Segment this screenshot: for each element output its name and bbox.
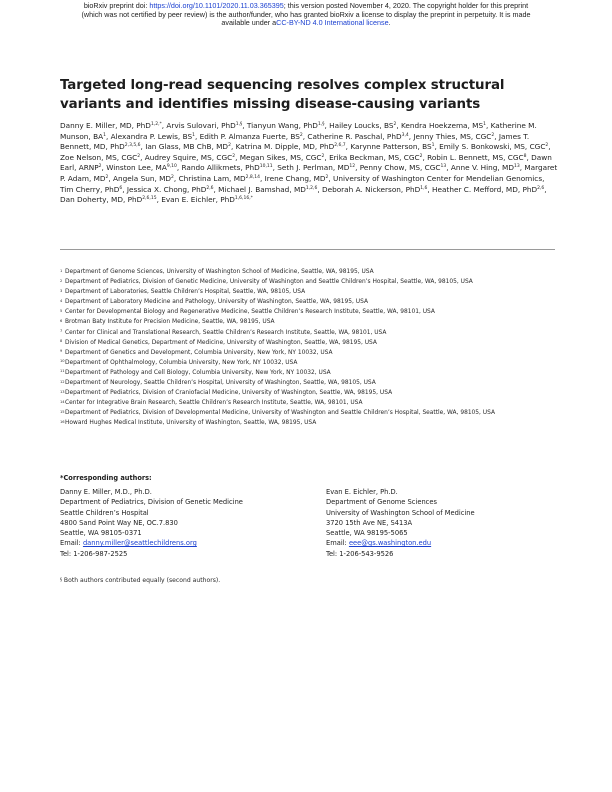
author (322, 185, 427, 194)
banner-line-3 (0, 19, 612, 28)
banner-prefix: bioRxiv preprint doi: (83, 1, 150, 10)
author (329, 121, 396, 130)
corr-right-line: Department of Genome Sciences (326, 498, 437, 507)
author-name: Erika Beckman, MS, CGC (329, 152, 420, 162)
author-affiliation-marker: 2,6 (206, 185, 214, 191)
corresponding-heading: *Corresponding authors: (60, 474, 152, 482)
author (145, 153, 235, 162)
author (350, 142, 434, 151)
paper-title: Targeted long-read sequencing resolves complex structural variants and identifies missing disease-causing variants (60, 78, 505, 112)
banner-suffix: ; this version posted November 4, 2020. The copyright holder for this preprint (283, 1, 529, 10)
author (265, 174, 329, 183)
author-affiliation-marker: 1 (431, 143, 435, 149)
affiliation-text: Department of Pediatrics, Division of Developmental Medicine, University of Washington and Seattle Children’s Hospital, Seattle, WA, 98105, USA (65, 410, 495, 417)
author-name: Kendra Hoekzema, MS (401, 121, 484, 130)
affiliation-text: Department of Pathology and Cell Biology, Columbia University, New York, NY 10032, USA (65, 369, 331, 376)
affiliation-item (60, 338, 555, 348)
section-divider (60, 249, 555, 250)
affiliation-item (60, 368, 555, 378)
affiliation-number: 13 (60, 389, 65, 394)
author-affiliation-marker: 13 (440, 164, 447, 170)
affiliation-text: Division of Medical Genetics, Department of Medicine, University of Washington, Seattle, WA, 98195, USA (65, 339, 377, 346)
affiliation-number: 2 (60, 278, 63, 283)
affiliation-item (60, 398, 555, 408)
affiliation-item (60, 307, 555, 317)
affiliation-item (60, 267, 555, 277)
author-name: Dawn Earl, ARNP (60, 152, 552, 173)
author-affiliation-marker: 1 (192, 132, 195, 138)
preprint-banner (0, 2, 612, 28)
author-affiliation-marker: 3,4 (401, 132, 409, 138)
author-name: Audrey Squire, MS, CGC (144, 152, 233, 162)
author-affiliation-marker: 1,6,16,* (234, 196, 253, 202)
author-affiliation-marker: 2 (105, 174, 109, 180)
author-name: Hailey Loucks, BS (329, 121, 394, 130)
affiliation-item (60, 408, 555, 418)
affiliation-item (60, 328, 555, 338)
author-name: Edith P. Almanza Fuerte, BS (199, 131, 300, 141)
author (413, 132, 494, 141)
corr-right-line: Evan E. Eichler, Ph.D. (326, 488, 398, 496)
author (307, 132, 408, 141)
banner-license-prefix: available under a (221, 18, 277, 28)
author (60, 185, 122, 194)
author-name: Alexandra P. Lewis, BS (110, 131, 193, 141)
author (277, 163, 355, 172)
author-name: Seth J. Perlman, MD (277, 163, 350, 173)
affiliation-text: Department of Laboratories, Seattle Children’s Hospital, Seattle, WA, 98105, USA (65, 289, 306, 296)
affiliation-text: Center for Integrative Brain Research, Seattle Children’s Research Institute, Seattle, WA, 98101, USA (65, 400, 363, 407)
author-affiliation-marker: 1,6 (420, 185, 428, 191)
affiliation-text: Department of Ophthalmology, Columbia University, New York, NY 10032, USA (65, 359, 298, 366)
author (218, 185, 317, 194)
author-affiliation-marker: 2 (321, 153, 325, 159)
author-name: Katrina M. Dipple, MD, PhD (235, 142, 335, 152)
author-affiliation-marker: 6 (119, 185, 123, 191)
author-name: Catherine R. Paschal, PhD (307, 131, 402, 141)
author-affiliation-marker: 1,§ (317, 122, 325, 127)
author (111, 132, 195, 141)
affiliation-number: 4 (60, 298, 63, 303)
author (432, 185, 544, 194)
affiliation-number: 16 (60, 419, 65, 424)
author-affiliation-marker: 2 (232, 153, 236, 159)
affiliation-list (60, 267, 555, 429)
author-name: Jenny Thies, MS, CGC (413, 131, 492, 141)
affiliation-number: 12 (60, 379, 65, 384)
author (439, 142, 548, 151)
affiliation-text: Department of Pediatrics, Division of Craniofacial Medicine, University of Washington, Seattle, WA, 98195, USA (65, 390, 393, 397)
author-affiliation-marker: 1 (483, 122, 486, 127)
author (166, 121, 242, 130)
corr-right-line: 3720 15th Ave NE, S413A (326, 518, 413, 527)
author-name: Heather C. Mefford, MD, PhD (432, 184, 538, 194)
author-name: Penny Chow, MS, CGC (359, 163, 441, 173)
section-mark: § (60, 577, 62, 582)
email-link-eichler[interactable]: eee@gs.washington.edu (348, 539, 432, 548)
author (161, 195, 253, 204)
author (200, 132, 303, 141)
author-name: Karynne Patterson, BS (350, 142, 432, 152)
author (106, 163, 177, 172)
corresponding-author-left (60, 487, 300, 559)
author-affiliation-marker: 2 (228, 143, 231, 149)
corr-left-line: 4800 Sand Point Way NE, OC.7.830 (60, 518, 178, 527)
affiliation-item (60, 317, 555, 327)
author-name: Emily S. Bonkowski, MS, CGC (439, 142, 546, 152)
footnote-text: Both authors contributed equally (second authors). (62, 577, 221, 584)
affiliation-text: Center for Clinical and Translational Research, Seattle Children’s Research Institute, Seattle, WA, 98101, USA (65, 329, 387, 336)
author (179, 174, 260, 183)
corr-left-line: Department of Pediatrics, Division of Genetic Medicine (60, 498, 243, 507)
author (247, 121, 325, 130)
affiliation-text: Center for Developmental Biology and Regenerative Medicine, Seattle Children’s Research Institute, Seattle, WA, 98101, USA (65, 309, 435, 316)
author-affiliation-marker: 2 (98, 164, 102, 170)
email-link-miller[interactable]: danny.miller@seattlechildrens.org (82, 539, 197, 548)
affiliation-number: 15 (60, 409, 65, 414)
corr-right-email-row (326, 538, 566, 548)
affiliation-number: 1 (60, 268, 63, 273)
corr-left-line: Danny E. Miller, M.D., Ph.D. (60, 488, 152, 496)
affiliation-item (60, 358, 555, 368)
author-name: Christina Lam, MD (178, 173, 246, 183)
author (113, 174, 174, 183)
author (427, 153, 526, 162)
affiliation-item (60, 287, 555, 297)
author-affiliation-marker: 2 (171, 174, 174, 180)
affiliation-number: 5 (60, 308, 63, 313)
author-affiliation-marker: 1,§ (235, 122, 243, 127)
corr-left-line: Seattle, WA 98105-0371 (60, 529, 142, 538)
author-affiliation-marker: 9,10 (166, 164, 177, 170)
author-affiliation-marker: 2 (137, 153, 141, 159)
affiliation-text: Department of Neurology, Seattle Children’s Hospital, University of Washington, Seattle, WA, 98105, USA (65, 380, 376, 387)
corresponding-author-right (326, 487, 566, 559)
email-label: Email: (60, 539, 83, 548)
affiliation-text: Department of Pediatrics, Division of Genetic Medicine, University of Washington and Seattle Children’s Hospital, Seattle, WA, 98105, USA (65, 279, 473, 286)
author-name: Angela Sun, MD (113, 173, 172, 183)
corr-right-tel: Tel: 1-206-543-9526 (326, 549, 394, 558)
author (236, 142, 346, 151)
author-name: Michael J. Bamshad, MD (218, 184, 306, 194)
affiliation-text: Department of Laboratory Medicine and Pathology, University of Washington, Seattle, WA, 98195, USA (65, 299, 368, 306)
author-name: Arvis Sulovari, PhD (166, 121, 236, 130)
email-label: Email: (326, 539, 349, 548)
author-affiliation-marker: 2 (545, 143, 549, 149)
author-affiliation-marker: 12 (349, 164, 356, 170)
author-name: Tim Cherry, PhD (60, 184, 120, 194)
author-name: Irene Chang, MD (264, 173, 326, 183)
author-name: Anne V. Hing, MD (450, 163, 514, 173)
affiliation-item (60, 297, 555, 307)
author-name: Jessica X. Chong, PhD (126, 184, 207, 194)
affiliation-item (60, 348, 555, 358)
author-name: Dan Doherty, MD, PhD (60, 195, 143, 205)
author-name: Ian Glass, MB ChB, MD (145, 142, 229, 152)
author-name: Tianyun Wang, PhD (246, 121, 318, 130)
author-affiliation-marker: 2 (299, 132, 303, 138)
license-link[interactable]: CC-BY-ND 4.0 International license (276, 18, 389, 28)
author-name: Katherine M. Munson, BA (60, 121, 537, 141)
author (360, 163, 446, 172)
author-name: Danny E. Miller, MD, PhD (60, 121, 151, 130)
author-name: Evan E. Eichler, PhD (161, 195, 235, 205)
affiliation-item (60, 388, 555, 398)
author-affiliation-marker: 1 (103, 132, 106, 138)
author-name: Winston Lee, MA (106, 163, 167, 173)
author-name: University of Washington Center for Mendelian Genomics (333, 173, 543, 183)
affiliation-number: 9 (60, 349, 63, 354)
doi-link[interactable]: https://doi.org/10.1101/2020.11.03.365395 (149, 1, 284, 10)
author (145, 142, 231, 151)
author (329, 153, 422, 162)
author-affiliation-marker: 2,6 (537, 185, 545, 191)
author (181, 163, 272, 172)
author-name: Margaret P. Adam, MD (60, 163, 558, 183)
affiliation-number: 3 (60, 288, 63, 293)
author-affiliation-marker: 2 (491, 132, 495, 138)
author (127, 185, 214, 194)
corr-right-line: University of Washington School of Medicine (326, 508, 475, 517)
author-affiliation-marker: 1,2,* (150, 122, 162, 127)
author-name: Rando Allikmets, PhD (181, 163, 260, 173)
author-affiliation-marker: 8 (523, 153, 527, 159)
author-affiliation-marker: 10,11 (259, 164, 273, 170)
author (60, 121, 162, 130)
author-affiliation-marker: 2,6,7 (334, 143, 346, 149)
author-name: Deborah A. Nickerson, PhD (321, 184, 421, 194)
author-affiliation-marker: 2 (419, 153, 423, 159)
author (333, 174, 542, 183)
author-affiliation-marker: 2,6,15 (142, 196, 157, 202)
author-name: James T. Bennett, MD, PhD (60, 131, 530, 152)
banner-license-suffix: . (388, 18, 391, 28)
author-affiliation-marker: 2 (325, 174, 329, 180)
affiliation-text: Brotman Baty Institute for Precision Medicine, Seattle, WA, 98195, USA (65, 319, 275, 326)
author (451, 163, 520, 172)
affiliation-number: 7 (60, 329, 63, 334)
author-name: Robin L. Bennett, MS, CGC (427, 152, 524, 162)
author (401, 121, 486, 130)
author-affiliation-marker: 1,2,6 (305, 185, 318, 191)
corr-left-email-row (60, 538, 300, 548)
banner-line-2: (which was not certified by peer review) is the author/funder, who has granted bioRxiv a license to display the preprint in perpetuity. It is made (81, 9, 531, 19)
affiliation-text: Howard Hughes Medical Institute, University of Washington, Seattle, WA, 98195, USA (65, 420, 317, 427)
affiliation-number: 8 (60, 339, 63, 344)
affiliation-text: Department of Genetics and Development, Columbia University, New York, NY 10032, USA (65, 349, 333, 356)
author-affiliation-marker: 13 (513, 164, 520, 170)
affiliation-number: 14 (60, 399, 65, 404)
author-affiliation-marker: 2,8,14 (245, 174, 260, 180)
corr-left-line: Seattle Children’s Hospital (60, 508, 149, 517)
affiliation-item (60, 418, 555, 428)
author (240, 153, 325, 162)
affiliation-number: 10 (60, 359, 65, 364)
affiliation-number: 6 (60, 318, 63, 323)
author-list: Danny E. Miller, MD, PhD$^{1,2,*}$, Arvis Sulovari, PhD$^{1,\S}$, Tianyun Wang, PhD$^{1,\S}$, Hailey Loucks, $BS^2$, Kendra Hoekzema, $MS^1$, Katherine M. Munson, $BA^1$, Alexandra P. Lewis, $BS^1$, Edith P. Almanza Fuerte, $BS^2$, Catherine R. Paschal, PhD$^{3,4}$, Jenny Thies, MS, CGC$^2$, James T. Bennett, MD, PhD$^{2,3,5,6}$, Ian Glass, MB ChB, $MD^2$, Katrina M. Dipple, MD, PhD$^{2,6,7}$, Karynne Patterson, $BS^1$, Emily S. Bonkowski, MS, CGC$^2$, Zoe Nelson, MS, CGC$^2$, Audrey Squire, MS, CGC$^2$, Megan Sikes, MS, CGC$^2$, Erika Beckman, MS, CGC$^2$, Robin L. Bennett, MS, CGC$^8$, Dawn Earl, ARNP$^2$, Winston Lee, MA$^{9,10}$, Rando Allikmets, PhD$^{10,11}$, Seth J. Perlman, MD$^{12}$, Penny Chow, MS, CGC$^{13}$, Anne V. Hing, MD$^{13}$, Margaret P. Adam, $MD^2$, Angela Sun, $MD^2$, Christina Lam, MD$^{2,8,14}$, Irene Chang, $MD^2$, University of Washington Center for Mendelian Genomics, Tim Cherry, PhD$^6$, Jessica X. Chong, PhD$^{2,6}$, Michael J. Bamshad, MD$^{1,2,6}$, Deborah A. Nickerson, PhD$^{1,6}$, Heather C. Mefford, MD, PhD$^{2,6}$, Dan Doherty, MD, PhD$^{2,6,15}$, Evan E. Eichler, PhD$^{1,6,16,*}$ (60, 121, 558, 205)
corr-right-line: Seattle, WA 98195-5065 (326, 529, 408, 538)
affiliation-item (60, 378, 555, 388)
affiliation-text: Department of Genome Sciences, University of Washington School of Medicine, Seattle, WA, 98195, USA (65, 269, 374, 275)
equal-contribution-footnote (60, 577, 220, 584)
author-affiliation-marker: 2 (393, 122, 397, 127)
affiliation-item (60, 277, 555, 287)
author (60, 153, 140, 162)
author (60, 195, 157, 204)
affiliation-number: 11 (60, 369, 65, 374)
corr-left-tel: Tel: 1-206-987-2525 (60, 549, 128, 558)
author-name: Megan Sikes, MS, CGC (239, 152, 322, 162)
author-name: Zoe Nelson, MS, CGC (60, 152, 138, 162)
author-affiliation-marker: 2,3,5,6 (124, 143, 141, 149)
